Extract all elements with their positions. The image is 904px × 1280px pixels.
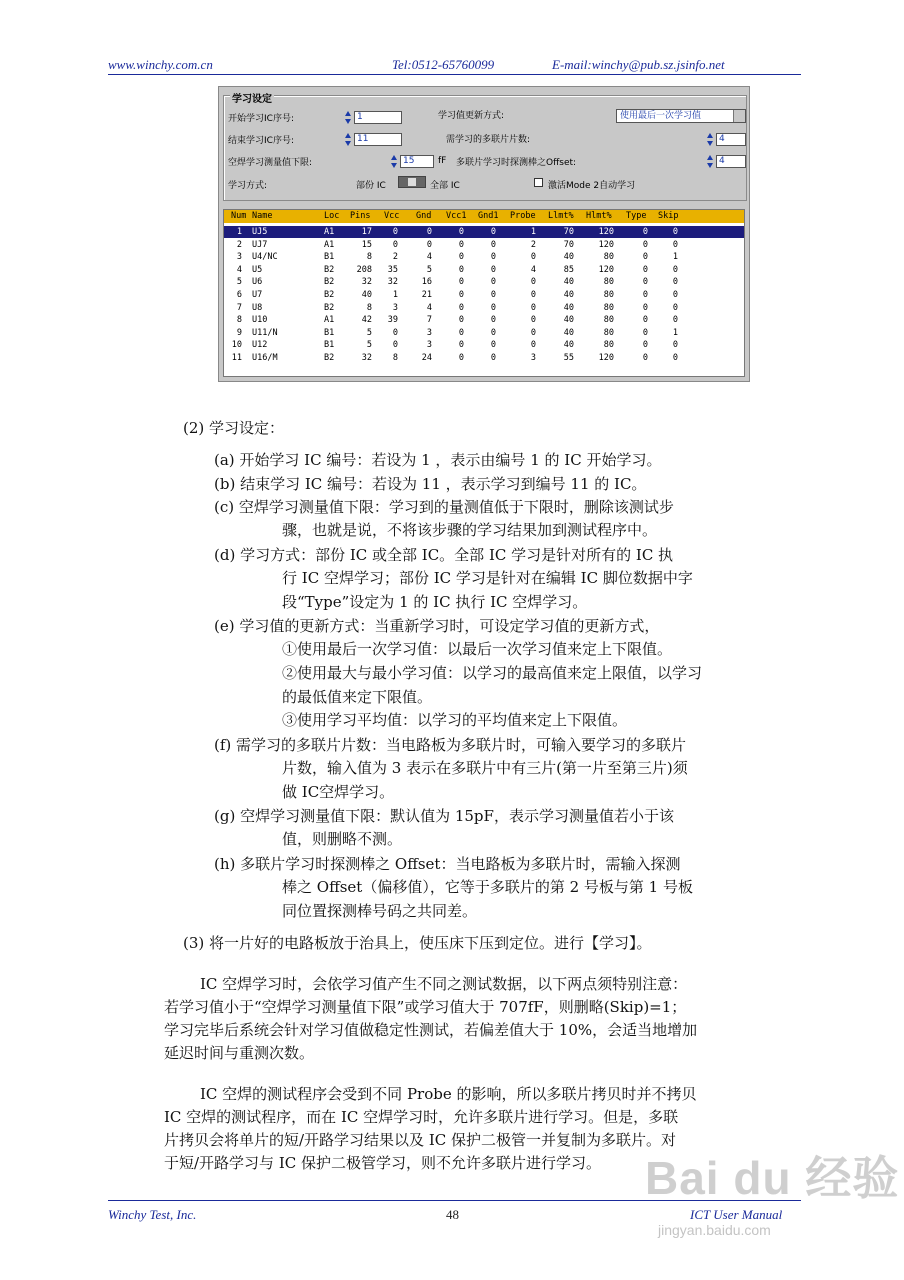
table-cell: 40 <box>563 340 574 351</box>
table-cell: 8 <box>392 353 398 363</box>
item-e-line4: 的最低值来定下限值。 <box>282 688 433 706</box>
item-d-line3: 段“Type”设定为 1 的 IC 执行 IC 空焊学习。 <box>282 593 588 611</box>
footer-rule <box>108 1200 801 1201</box>
table-cell: 40 <box>563 252 574 263</box>
offset-input[interactable]: 4 <box>716 155 746 168</box>
table-cell: A1 <box>324 227 335 237</box>
all-ic-label: 全部 IC <box>430 181 460 191</box>
table-cell: B1 <box>324 252 335 263</box>
table-cell: 80 <box>603 252 614 263</box>
table-cell: 6 <box>236 290 242 300</box>
table-cell: 0 <box>490 353 496 363</box>
table-cell: 0 <box>458 302 464 313</box>
item-d-line2: 行 IC 空焊学习；部份 IC 学习是针对在编辑 IC 脚位数据中字 <box>282 569 693 587</box>
para1-line3: 学习完毕后系统会针对学习值做稳定性测试，若偏差值大于 10%，会适当地增加 <box>164 1021 698 1039</box>
header-website: www.winchy.com.cn <box>108 57 213 72</box>
learn-mode-toggle[interactable] <box>398 176 426 188</box>
item-a: (a) 开始学习 IC 编号：若设为 1 ，表示由编号 1 的 IC 开始学习。 <box>214 451 662 469</box>
table-cell: 32 <box>387 277 398 288</box>
table-cell: 0 <box>392 340 398 351</box>
table-cell: 80 <box>603 340 614 351</box>
table-cell: 0 <box>672 290 678 300</box>
table-cell: 0 <box>458 227 464 237</box>
para2-line4: 于短/开路学习与 IC 保护二极管学习，则不允许多联片进行学习。 <box>164 1154 601 1172</box>
table-cell: 10 <box>231 340 242 351</box>
table-cell: 0 <box>490 340 496 351</box>
table-cell: 0 <box>642 277 648 288</box>
table-row[interactable] <box>224 314 744 326</box>
dropdown-arrow-icon[interactable] <box>733 110 745 122</box>
table-cell: 80 <box>603 315 614 326</box>
start-ic-label: 开始学习IC序号: <box>228 114 294 124</box>
table-cell: 1 <box>392 290 398 300</box>
table-cell: B2 <box>324 353 335 363</box>
section-2-title: (2) 学习设定： <box>183 419 285 437</box>
table-cell: 3 <box>426 340 432 351</box>
start-ic-spinner[interactable] <box>344 111 352 124</box>
table-row[interactable] <box>224 226 744 238</box>
table-cell: 0 <box>672 315 678 326</box>
table-cell: 8 <box>366 302 372 313</box>
header-tel: Tel:0512-65760099 <box>392 57 495 72</box>
table-cell: U12 <box>252 340 268 351</box>
table-cell: B1 <box>324 327 335 338</box>
table-cell: 0 <box>426 227 432 237</box>
item-d-line1: (d) 学习方式：部份 IC 或全部 IC。全部 IC 学习是针对所有的 IC 执 <box>214 546 674 564</box>
table-cell: 0 <box>642 290 648 300</box>
table-cell: 0 <box>642 327 648 338</box>
table-cell: 40 <box>563 327 574 338</box>
table-cell: 32 <box>361 277 372 288</box>
item-e-line1: (e) 学习值的更新方式：当重新学习时，可设定学习值的更新方式， <box>214 617 660 635</box>
table-row[interactable] <box>224 276 744 288</box>
col-loc: Loc <box>324 211 340 221</box>
table-cell: 2 <box>236 239 242 250</box>
item-e-line5: ③使用学习平均值：以学习的平均值来定上下限值。 <box>282 711 628 729</box>
section-3: (3) 将一片好的电路板放于治具上，使压床下压到定位。进行【学习】。 <box>183 934 652 952</box>
table-cell: 4 <box>530 264 536 275</box>
baidu-watermark-logo: Bai du 经验 <box>645 1152 900 1204</box>
table-cell: 0 <box>426 239 432 250</box>
para2-line2: IC 空焊的测试程序，而在 IC 空焊学习时，允许多联片进行学习。但是，多联 <box>164 1108 679 1126</box>
col-skip: Skip <box>658 211 679 221</box>
table-cell: 80 <box>603 290 614 300</box>
table-cell: 42 <box>361 315 372 326</box>
table-cell: 0 <box>458 277 464 288</box>
para2-line1: IC 空焊的测试程序会受到不同 Probe 的影响，所以多联片拷贝时并不拷贝 <box>200 1085 697 1103</box>
col-vcc1: Vcc1 <box>446 211 467 221</box>
table-cell: 7 <box>426 315 432 326</box>
table-cell: 0 <box>642 252 648 263</box>
table-cell: 208 <box>356 264 372 275</box>
table-cell: 0 <box>530 340 536 351</box>
item-h-line3: 同位置探测棒号码之共同差。 <box>282 902 478 920</box>
table-cell: 0 <box>458 327 464 338</box>
footer-company: Winchy Test, Inc. <box>108 1207 197 1222</box>
table-cell: 0 <box>530 277 536 288</box>
col-name: Name <box>252 211 273 221</box>
table-cell: 40 <box>563 302 574 313</box>
table-cell: 0 <box>672 227 678 237</box>
table-cell: 5 <box>236 277 242 288</box>
table-row[interactable] <box>224 352 744 364</box>
item-e-line3: ②使用最大与最小学习值：以学习的最高值来定上限值，以学习 <box>282 664 703 682</box>
table-cell: 0 <box>530 327 536 338</box>
table-cell: 2 <box>392 252 398 263</box>
table-cell: 3 <box>530 353 536 363</box>
table-cell: U4/NC <box>252 252 278 263</box>
table-cell: 0 <box>672 302 678 313</box>
lower-limit-spinner[interactable] <box>390 155 398 168</box>
col-llmt: Llmt% <box>548 211 574 221</box>
table-row[interactable] <box>224 251 744 263</box>
table-cell: A1 <box>324 315 335 326</box>
col-gnd1: Gnd1 <box>478 211 499 221</box>
table-cell: 0 <box>392 239 398 250</box>
table-cell: 0 <box>490 252 496 263</box>
start-ic-input[interactable]: 1 <box>354 111 402 124</box>
table-cell: U11/N <box>252 327 278 338</box>
table-cell: U7 <box>252 290 263 300</box>
table-cell: 70 <box>563 227 574 237</box>
footer-page-number: 48 <box>446 1207 459 1222</box>
item-g-line2: 值，则删略不测。 <box>282 830 403 848</box>
table-cell: 3 <box>426 327 432 338</box>
table-cell: 0 <box>530 315 536 326</box>
lower-limit-label: 空焊学习测量值下限: <box>228 158 313 168</box>
table-cell: 0 <box>642 302 648 313</box>
table-cell: 0 <box>672 277 678 288</box>
table-cell: 0 <box>490 290 496 300</box>
table-cell: 8 <box>366 252 372 263</box>
end-ic-spinner[interactable] <box>344 133 352 146</box>
table-cell: 0 <box>642 239 648 250</box>
table-cell: 40 <box>563 315 574 326</box>
activate-mode2-label: 激活Mode 2自动学习 <box>548 181 636 191</box>
table-cell: 32 <box>361 353 372 363</box>
table-cell: 0 <box>672 340 678 351</box>
table-cell: 4 <box>426 252 432 263</box>
update-mode-label: 学习值更新方式: <box>438 111 505 121</box>
table-cell: UJ5 <box>252 227 268 237</box>
item-c-line1: (c) 空焊学习测量值下限：学习到的量测值低于下限时，删除该测试步 <box>214 498 674 516</box>
table-cell: 0 <box>458 340 464 351</box>
table-cell: 11 <box>231 353 242 363</box>
table-cell: 15 <box>361 239 372 250</box>
table-cell: 80 <box>603 327 614 338</box>
table-cell: 24 <box>421 353 432 363</box>
table-cell: UJ7 <box>252 239 268 250</box>
table-cell: B2 <box>324 277 335 288</box>
para1-line2: 若学习值小于“空焊学习测量值下限”或学习值大于 707fF，则删略(Skip)=1； <box>164 998 687 1016</box>
col-num: Num <box>231 211 247 221</box>
table-cell: 1 <box>236 227 242 237</box>
learn-settings-group <box>223 95 747 201</box>
lower-limit-unit: fF <box>438 156 447 166</box>
table-cell: 7 <box>236 302 242 313</box>
table-cell: U8 <box>252 302 263 313</box>
table-cell: 0 <box>458 252 464 263</box>
multi-board-input[interactable]: 4 <box>716 133 746 146</box>
table-cell: U6 <box>252 277 263 288</box>
end-ic-input[interactable]: 11 <box>354 133 402 146</box>
table-cell: 70 <box>563 239 574 250</box>
table-cell: A1 <box>324 239 335 250</box>
table-cell: 21 <box>421 290 432 300</box>
table-cell: 0 <box>530 252 536 263</box>
table-cell: B2 <box>324 302 335 313</box>
header-email: E-mail:winchy@pub.sz.jsinfo.net <box>552 57 725 72</box>
header-rule <box>108 74 801 75</box>
table-cell: 0 <box>490 327 496 338</box>
table-row[interactable] <box>224 327 744 339</box>
table-cell: B1 <box>324 340 335 351</box>
lower-limit-input[interactable]: 15 <box>400 155 434 168</box>
table-cell: 0 <box>642 264 648 275</box>
table-cell: 0 <box>672 264 678 275</box>
update-mode-value: 使用最后一次学习值 <box>620 111 702 121</box>
multi-board-label: 需学习的多联片片数: <box>446 135 531 145</box>
para1-line4: 延迟时间与重测次数。 <box>164 1044 315 1062</box>
item-f-line1: (f) 需学习的多联片片数：当电路板为多联片时，可输入要学习的多联片 <box>214 736 687 754</box>
table-cell: U5 <box>252 264 263 275</box>
table-cell: 0 <box>458 353 464 363</box>
table-cell: 3 <box>236 252 242 263</box>
table-cell: 40 <box>563 290 574 300</box>
update-mode-select[interactable] <box>616 109 746 123</box>
table-cell: 120 <box>598 239 614 250</box>
col-probe: Probe <box>510 211 536 221</box>
table-cell: U16/M <box>252 353 278 363</box>
col-hlmt: Hlmt% <box>586 211 612 221</box>
table-cell: 120 <box>598 264 614 275</box>
table-cell: 0 <box>490 264 496 275</box>
item-b: (b) 结束学习 IC 编号：若设为 11 ，表示学习到编号 11 的 IC。 <box>214 475 647 493</box>
table-cell: B2 <box>324 290 335 300</box>
table-row[interactable] <box>224 302 744 314</box>
offset-label: 多联片学习时探测棒之Offset: <box>456 158 577 168</box>
table-cell: 3 <box>392 302 398 313</box>
multi-board-spinner[interactable] <box>706 133 714 146</box>
table-cell: 0 <box>642 227 648 237</box>
activate-mode2-checkbox[interactable] <box>534 178 543 187</box>
col-gnd: Gnd <box>416 211 432 221</box>
learn-mode-label: 学习方式: <box>228 181 268 191</box>
table-cell: 120 <box>598 227 614 237</box>
table-cell: 4 <box>236 264 242 275</box>
table-row[interactable] <box>224 289 744 301</box>
table-cell: 40 <box>361 290 372 300</box>
table-row[interactable] <box>224 264 744 276</box>
table-cell: 55 <box>563 353 574 363</box>
ic-table-header <box>224 210 744 223</box>
item-h-line1: (h) 多联片学习时探测棒之 Offset：当电路板为多联片时，需输入探测 <box>214 855 681 873</box>
table-cell: 120 <box>598 353 614 363</box>
table-cell: 0 <box>458 315 464 326</box>
para1-line1: IC 空焊学习时，会依学习值产生不同之测试数据，以下两点须特别注意： <box>200 975 688 993</box>
table-cell: 0 <box>392 327 398 338</box>
baidu-watermark-url: jingyan.baidu.com <box>658 1222 771 1238</box>
col-vcc: Vcc <box>384 211 400 221</box>
table-cell: 1 <box>672 252 678 263</box>
table-cell: 80 <box>603 302 614 313</box>
table-cell: B2 <box>324 264 335 275</box>
offset-spinner[interactable] <box>706 155 714 168</box>
table-row[interactable] <box>224 339 744 351</box>
table-cell: 0 <box>392 227 398 237</box>
table-cell: 0 <box>642 315 648 326</box>
table-cell: 0 <box>672 353 678 363</box>
footer-manual: ICT User Manual <box>690 1207 783 1222</box>
table-cell: 0 <box>490 277 496 288</box>
table-cell: 85 <box>563 264 574 275</box>
table-cell: 5 <box>366 340 372 351</box>
table-cell: 0 <box>490 227 496 237</box>
table-cell: 2 <box>530 239 536 250</box>
col-pins: Pins <box>350 211 371 221</box>
col-type: Type <box>626 211 647 221</box>
group-title: 学习设定 <box>230 90 274 105</box>
table-cell: 39 <box>387 315 398 326</box>
table-cell: 0 <box>672 239 678 250</box>
table-cell: 0 <box>530 302 536 313</box>
item-h-line2: 棒之 Offset（偏移值），它等于多联片的第 2 号板与第 1 号板 <box>282 878 693 896</box>
table-cell: 4 <box>426 302 432 313</box>
end-ic-label: 结束学习IC序号: <box>228 136 294 146</box>
table-cell: 0 <box>490 315 496 326</box>
item-f-line2: 片数，输入值为 3 表示在多联片中有三片(第一片至第三片)须 <box>282 759 688 777</box>
table-cell: 0 <box>490 302 496 313</box>
table-cell: 9 <box>236 327 242 338</box>
table-row[interactable] <box>224 239 744 251</box>
table-cell: 0 <box>530 290 536 300</box>
partial-ic-label: 部份 IC <box>356 181 386 191</box>
table-cell: 17 <box>361 227 372 237</box>
table-cell: 0 <box>458 290 464 300</box>
table-cell: 0 <box>642 353 648 363</box>
item-e-line2: ①使用最后一次学习值：以最后一次学习值来定上下限值。 <box>282 640 673 658</box>
table-cell: 0 <box>458 264 464 275</box>
table-cell: 5 <box>366 327 372 338</box>
ic-table <box>223 209 745 377</box>
item-c-line2: 骤，也就是说，不将该步骤的学习结果加到测试程序中。 <box>282 521 658 539</box>
table-cell: 0 <box>490 239 496 250</box>
table-cell: 5 <box>426 264 432 275</box>
table-cell: 8 <box>236 315 242 326</box>
item-g-line1: (g) 空焊学习测量值下限：默认值为 15pF，表示学习测量值若小于该 <box>214 807 674 825</box>
table-cell: 80 <box>603 277 614 288</box>
table-cell: 0 <box>642 340 648 351</box>
para2-line3: 片拷贝会将单片的短/开路学习结果以及 IC 保护二极管一并复制为多联片。对 <box>164 1131 676 1149</box>
table-cell: U10 <box>252 315 268 326</box>
table-cell: 1 <box>530 227 536 237</box>
table-cell: 35 <box>387 264 398 275</box>
table-cell: 1 <box>672 327 678 338</box>
learn-settings-screenshot <box>218 86 750 382</box>
table-cell: 40 <box>563 277 574 288</box>
table-cell: 16 <box>421 277 432 288</box>
item-f-line3: 做 IC空焊学习。 <box>282 783 395 801</box>
table-cell: 0 <box>458 239 464 250</box>
